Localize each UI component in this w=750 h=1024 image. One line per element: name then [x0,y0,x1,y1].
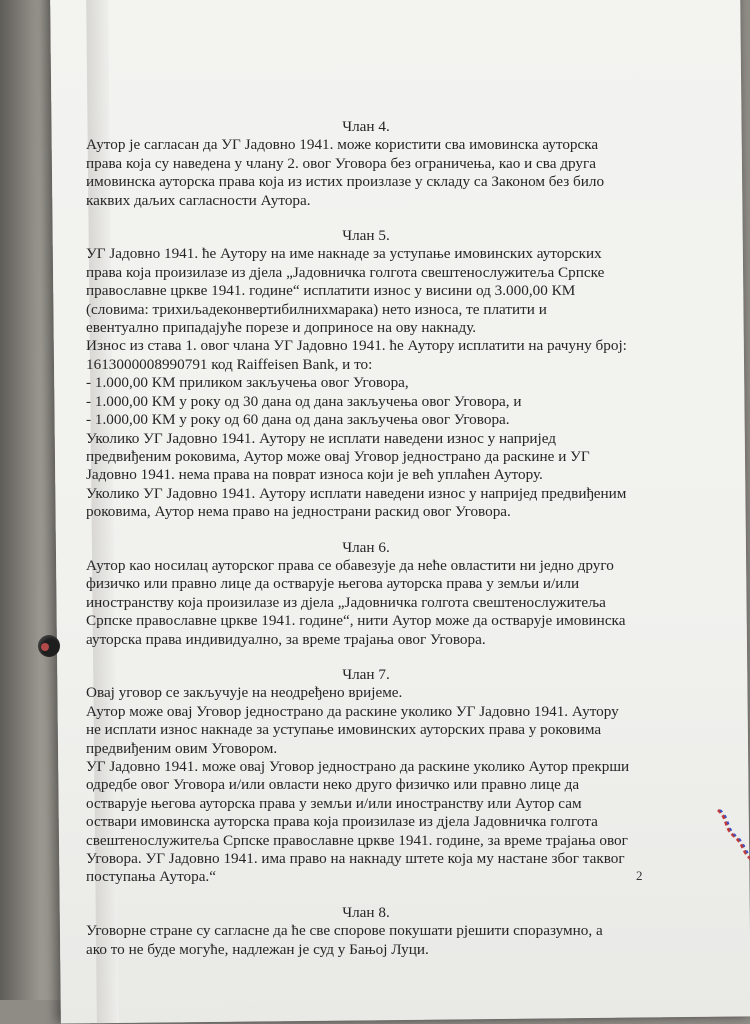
paragraph: Уговорне стране су сагласне да ће све спорове покушати рјешити споразумно, а ако то не буде могуће, надлежан је суд у Бањој Луци. [86,922,603,958]
paragraph: Аутор може овај Уговор једнострано да раскине уколико УГ Јадовно 1941. Аутору не исплати износ накнаде за уступање имовинских ауторских права у роковима предвиђеним овим Уговором. [86,702,619,757]
list-item: - 1.000,00 КМ у року од 60 дана од дана закључења овог Уговора. [86,411,510,429]
paragraph: УГ Јадовно 1941. ће Аутору на име накнаде за уступање имовинских ауторских права која произилазе из дјела „Јадовничка голгота свештенослужитеља Српске православне цркве 1941. године“ исплатити износ у висини од 3.000,00 КМ (словима: трихиљадеконвертибилнихмарака) нето износа, те платити и евентуално припадајуће порезе и доприносе на ову накнаду. [86,245,605,337]
paragraph: Аутор као носилац ауторског права се обавезује да неће овластити ни једно друго физичко или правно лице да остварује његова ауторска права у земљи и/или иностранству која произилазе из дјела „Јадовничка голгота свештенослужитеља Српске православне цркве 1941. године“, нити Аутор може да остварује имовинска ауторска права индивидуално, за време трајања овог Уговора. [86,556,626,648]
section-clan-8 [86,904,646,959]
paragraph: Уколико УГ Јадовно 1941. Аутору исплати наведени износ у напријед предвиђеним роковима, Аутор нема право на једнострани раскид овог Уговора. [86,484,627,521]
page-number: 2 [636,868,643,883]
paragraph: Износ из става 1. овог члана УГ Јадовно 1941. ће Аутору исплатити на рачуну број: 1613000008990791 код Raiffeisen Bank, и то: [86,337,627,373]
document-body [86,118,646,959]
section-heading: Члан 4. [342,118,390,135]
section-clan-4 [86,118,646,210]
list-item: - 1.000,00 КМ приликом закључења овог Уговора, [86,374,409,392]
section-heading: Члан 7. [342,665,390,683]
paragraph: Овај уговор се закључује на неодређено вријеме. [86,684,403,702]
section-heading: Члан 6. [342,538,390,556]
section-heading: Члан 8. [342,903,390,921]
binding-string [716,808,750,863]
paragraph: Аутор је сагласан да УГ Јадовно 1941. може користити сва имовинска ауторска права која су наведена у члану 2. овог Уговора без ограничења, као и сва друга имовинска ауторска права која из истих произлазе у складу са Законом без било каквих даљих сагласности Аутора. [86,136,605,209]
section-clan-7 [86,666,646,887]
section-clan-5 [86,227,646,522]
punch-hole [38,635,60,657]
list-item: - 1.000,00 КМ у року од 30 дана од дана закључења овог Уговора, и [86,392,522,410]
section-heading: Члан 5. [342,227,390,245]
paragraph: Уколико УГ Јадовно 1941. Аутору не исплати наведени износ у напријед предвиђеним роковима, Аутор може овај Уговор једнострано да раскине и УГ Јадовно 1941. нема права на поврат износа који је већ уплаћен Аутору. [86,429,590,484]
paragraph: УГ Јадовно 1941. може овај Уговор једнострано да раскине уколико Аутор прекрши одредбе овог Уговора и/или овласти неко друго физичко или правно лице да остварује његова ауторска права у земљи и/или иностранству или Аутор сам оствари имовинска ауторска права која произилазе из дјела Јадовничка голгота свештенослужитеља Српске православне цркве 1941. године, за време трајања овог Уговора. УГ Јадовно 1941. има право на накнаду штете која му настане због таквог поступања Аутора.“ [86,758,630,886]
section-clan-6 [86,539,646,649]
